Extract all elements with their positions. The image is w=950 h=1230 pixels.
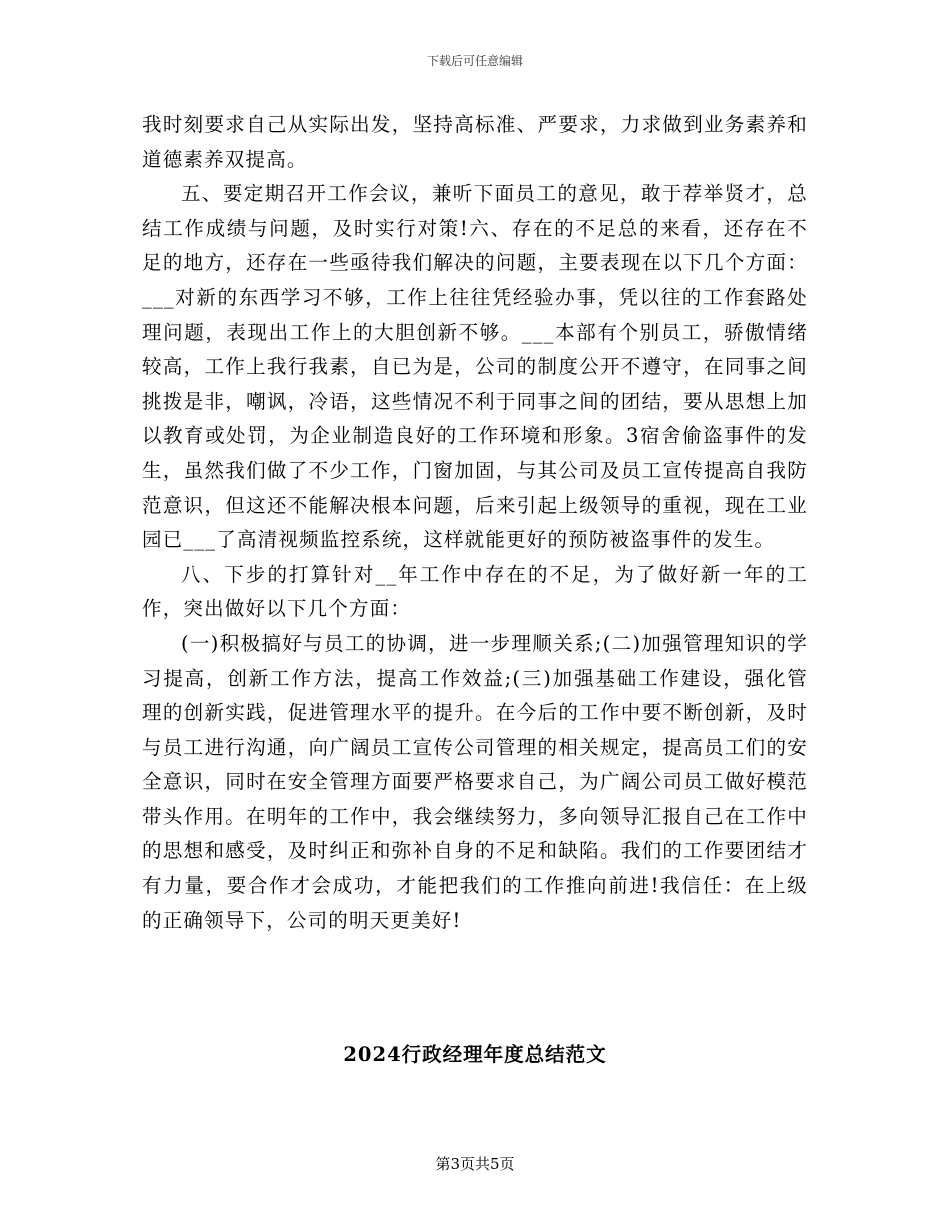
paragraph-section-five: 五、要定期召开工作会议，兼听下面员工的意见，敢于荐举贤才，总结工作成绩与问题，及时实行对策!六、存在的不足总的来看，还存在不足的地方，还存在一些亟待我们解决的问题，主要表现在以下几个方面：___对新的东西学习不够，工作上往往凭经验办事，凭以往的工作套路处理问题，表现出工作上的大胆创新不够。___本部有个别员工，骄傲情绪较高，工作上我行我素，自已为是，公司的制度公开不遵守，在同事之间挑拨是非，嘲讽，冷语，这些情况不利于同事之间的团结，要从思想上加以教育或处罚，为企业制造良好的工作环境和形象。3宿舍偷盗事件的发生，虽然我们做了不少工作，门窗加固，与其公司及员工宣传提高自我防范意识，但这还不能解决根本问题，后来引起上级领导的重视，现在工业园已___了高清视频监控系统，这样就能更好的预防被盗事件的发生。: [142, 182, 808, 552]
page-footer: 第3页共5页: [435, 1155, 515, 1173]
document-title: 2024行政经理年度总结范文: [343, 1043, 607, 1066]
document-body: [142, 108, 808, 938]
page-header: 下载后可任意编辑: [426, 54, 523, 68]
paragraph-continuation: 我时刻要求自己从实际出发，坚持高标准、严要求，力求做到业务素养和道德素养双提高。: [142, 113, 808, 171]
paragraph-section-eight: 八、下步的打算针对__年工作中存在的不足，为了做好新一年的工作，突出做好以下几个方面：: [142, 562, 808, 621]
paragraph-plans: (一)积极搞好与员工的协调，进一步理顺关系;(二)加强管理知识的学习提高，创新工作方法，提高工作效益;(三)加强基础工作建设，强化管理的创新实践，促进管理水平的提升。在今后的工作中要不断创新，及时与员工进行沟通，向广阔员工宣传公司管理的相关规定，提高员工们的安全意识，同时在安全管理方面要严格要求自己，为广阔公司员工做好模范带头作用。在明年的工作中，我会继续努力，多向领导汇报自己在工作中的思想和感受，及时纠正和弥补自身的不足和缺陷。我们的工作要团结才有力量，要合作才会成功，才能把我们的工作推向前进!我信任：在上级的正确领导下，公司的明天更美好!: [142, 631, 808, 932]
